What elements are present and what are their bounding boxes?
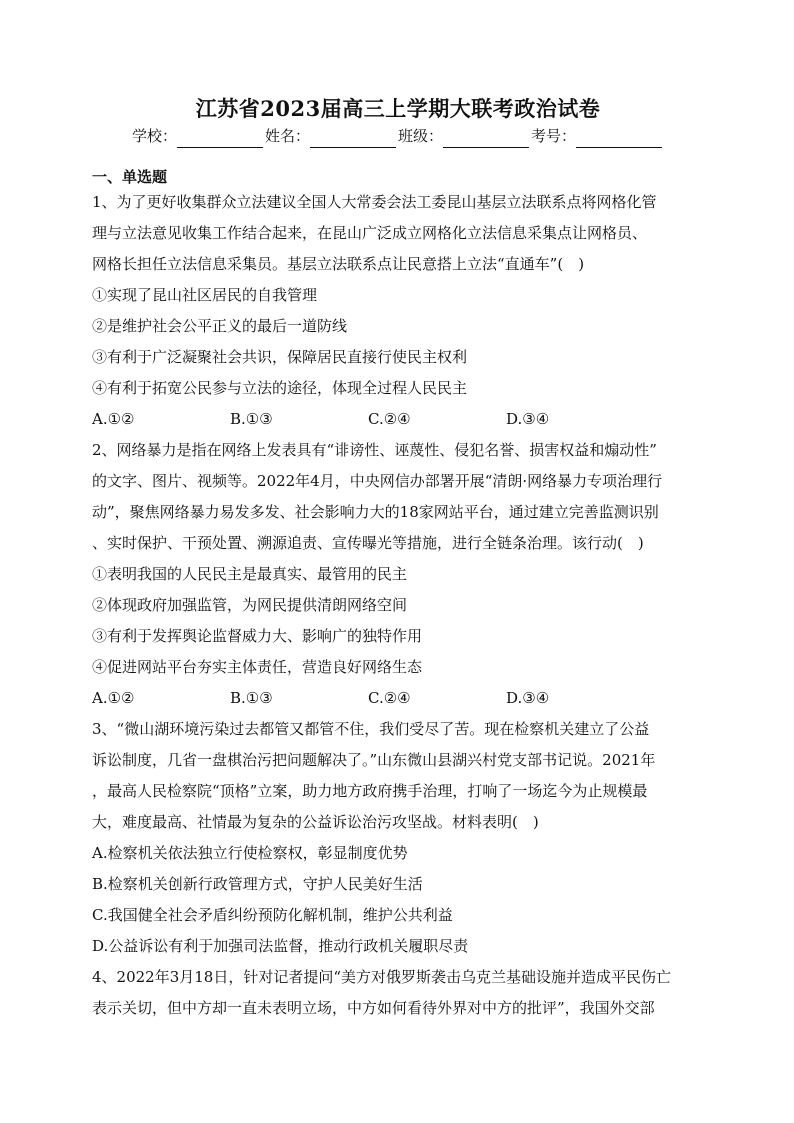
question-2-statement: ③有利于发挥舆论监督威力大、影响广的独特作用 [92, 627, 423, 645]
question-2-statement: ④促进网站平台夯实主体责任，营造良好网络生态 [92, 658, 423, 676]
question-1-statement: ①实现了昆山社区居民的自我管理 [92, 286, 318, 304]
question-1-statement: ③有利于广泛凝聚社会共识，保障居民直接行使民主权利 [92, 348, 468, 366]
name-blank[interactable] [310, 130, 396, 148]
choice-c[interactable]: C.②④ [368, 689, 411, 707]
question-1-line: 理与立法意见收集工作结合起来，在昆山广泛成立网格化立法信息采集点让网格员、 [92, 224, 648, 242]
number-label: 考号： [531, 127, 577, 145]
choice-c[interactable]: C.②④ [368, 410, 411, 428]
question-1-statement: ④有利于拓宽公民参与立法的途径，体现全过程人民民主 [92, 379, 468, 397]
class-label: 班级： [398, 127, 444, 145]
choice-b[interactable]: B.检察机关创新行政管理方式，守护人民美好生活 [92, 875, 423, 893]
school-label: 学校： [131, 127, 177, 145]
choice-d[interactable]: D.③④ [506, 410, 550, 428]
choice-d[interactable]: D.③④ [506, 689, 550, 707]
choice-d[interactable]: D.公益诉讼有利于加强司法监督，推动行政机关履职尽责 [92, 937, 469, 955]
question-4-line: 表示关切，但中方却一直未表明立场，中方如何看待外界对中方的批评”，我国外交部 [92, 999, 655, 1017]
question-1-line: 1、为了更好收集群众立法建议全国人大常委会法工委昆山基层立法联系点将网格化管 [92, 193, 657, 211]
question-3-line: 大，难度最高、社情最为复杂的公益诉讼治污攻坚战。材料表明( ) [92, 813, 539, 831]
question-2-statement: ①表明我国的人民民主是最真实、最管用的民主 [92, 565, 408, 583]
choice-a[interactable]: A.检察机关依法独立行使检察权，彰显制度优势 [92, 844, 408, 862]
question-3 [92, 714, 704, 962]
choice-a[interactable]: A.①② [92, 410, 135, 428]
question-1-line: 网格长担任立法信息采集员。基层立法联系点让民意搭上立法“直通车”( ) [92, 255, 585, 273]
exam-title: 江苏省2023届高三上学期大联考政治试卷 [195, 96, 601, 121]
question-2 [92, 435, 704, 714]
question-2-statement: ②体现政府加强监管，为网民提供清朗网络空间 [92, 596, 408, 614]
question-1-statement: ②是维护社会公平正义的最后一道防线 [92, 317, 348, 335]
choice-a[interactable]: A.①② [92, 689, 135, 707]
question-3-line: 诉讼制度，几省一盘棋治污把问题解决了。”山东微山县湖兴村党支部书记说。2021年 [92, 751, 656, 769]
question-2-line: 的文字、图片、视频等。2022年4月，中央网信办部署开展“清朗·网络暴力专项治理行 [92, 472, 663, 490]
question-4-line: 4、2022年3月18日，针对记者提问“美方对俄罗斯袭击乌克兰基础设施并造成平民伤亡 [92, 968, 672, 986]
class-blank[interactable] [443, 130, 529, 148]
choice-c[interactable]: C.我国健全社会矛盾纠纷预防化解机制，维护公共利益 [92, 906, 453, 924]
number-blank[interactable] [576, 130, 662, 148]
name-label: 姓名： [264, 127, 310, 145]
question-4 [92, 962, 704, 1024]
exam-page [92, 94, 704, 1024]
school-blank[interactable] [177, 130, 263, 148]
question-1 [92, 187, 704, 435]
question-1-choices [92, 404, 704, 435]
question-3-line: ，最高人民检察院“顶格”立案，助力地方政府携手治理，打响了一场迄今为止规模最 [92, 782, 648, 800]
question-2-line: 2、网络暴力是指在网络上发表具有“诽谤性、诬蔑性、侵犯名誉、损害权益和煽动性” [92, 441, 657, 459]
question-2-line: 动”，聚焦网络暴力易发多发、社会影响力大的18家网站平台，通过建立完善监测识别 [92, 503, 659, 521]
choice-b[interactable]: B.①③ [230, 410, 273, 428]
question-3-line: 3、“微山湖环境污染过去都管又都管不住，我们受尽了苦。现在检察机关建立了公益 [92, 720, 650, 738]
question-2-choices [92, 683, 704, 714]
choice-b[interactable]: B.①③ [230, 689, 273, 707]
question-2-line: 、实时保护、干预处置、溯源追责、宣传曝光等措施，进行全链条治理。该行动( ) [92, 534, 644, 552]
section-heading: 一、单选题 [92, 168, 168, 186]
student-info-line [92, 124, 704, 148]
